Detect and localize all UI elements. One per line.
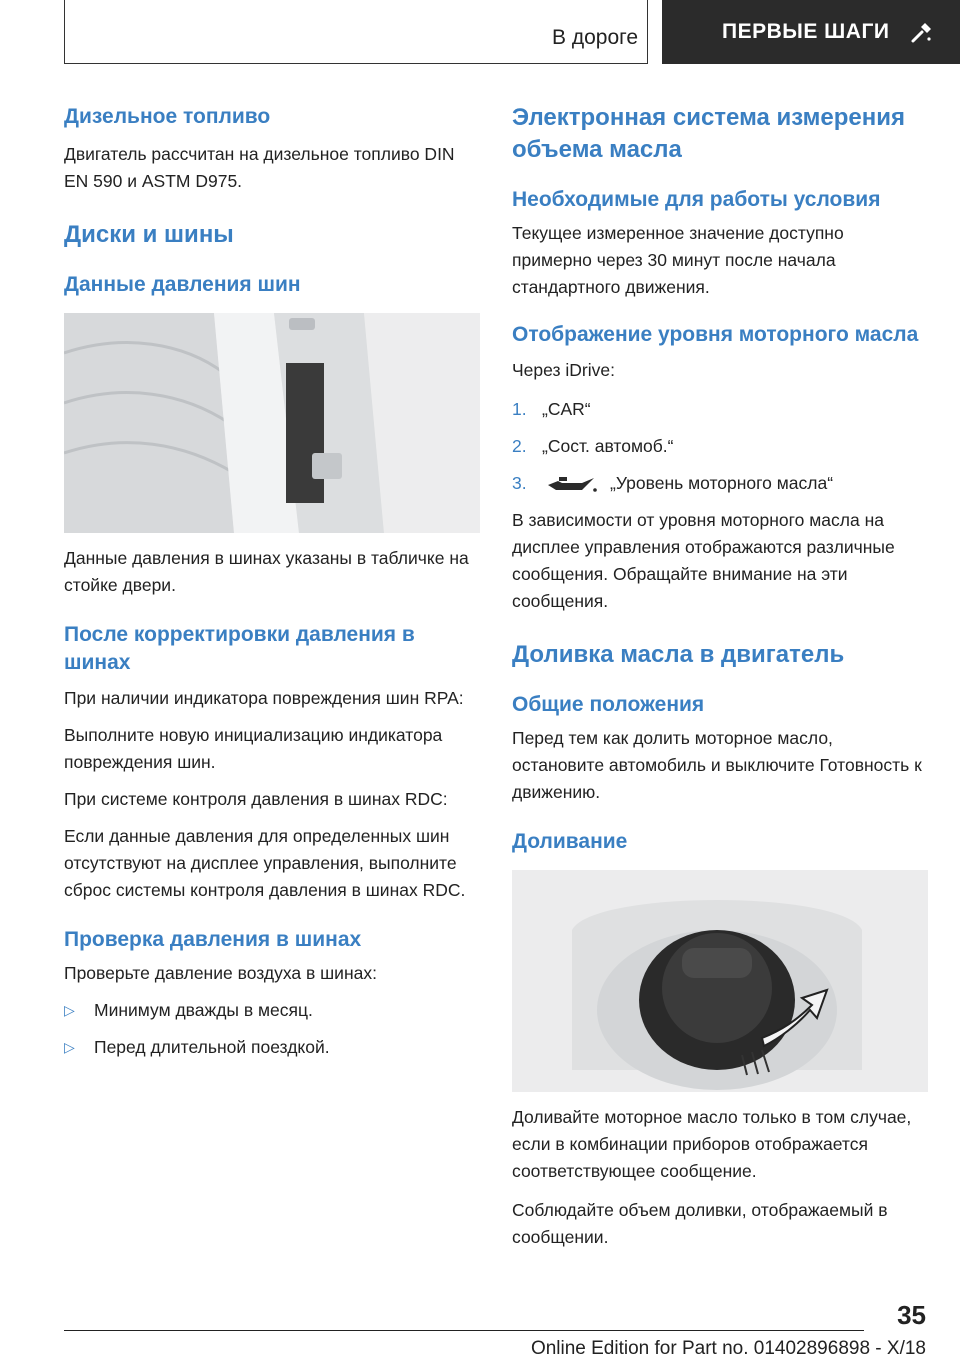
footer-edition-text: Online Edition for Part no. 01402896898 - X/18 — [530, 1338, 926, 1359]
check-pressure-heading: Проверка давления в шинах — [64, 928, 362, 951]
check-text: Проверьте давление воздуха в шинах: — [64, 963, 377, 983]
list-item — [512, 470, 928, 497]
adding-heading: Доливание — [512, 830, 628, 853]
list-item — [64, 997, 480, 1024]
right-column — [512, 100, 928, 1251]
requirements-text: Текущее измеренное значение доступно примерно через 30 минут после начала стандартного движения. — [512, 223, 844, 297]
after-text-2: Выполните новую инициализацию индикатора повреждения шин. — [64, 725, 443, 772]
step-number: 3. — [512, 473, 527, 493]
oil-can-icon — [542, 473, 598, 495]
left-column — [64, 100, 480, 1061]
step-number: 2. — [512, 436, 527, 456]
list-item — [64, 1034, 480, 1061]
wrench-icon — [909, 19, 935, 45]
step-text: „Уровень моторного масла“ — [610, 473, 834, 493]
list-item-text: Минимум дважды в месяц. — [94, 1000, 313, 1020]
pressure-heading: Данные давления шин — [64, 273, 301, 296]
oil-display-heading: Отображение уровня моторного масла — [512, 323, 919, 346]
adding-text-1: Доливайте моторное масло только в том случае, если в комбинации приборов отображается соответствующее сообщение. — [512, 1107, 912, 1181]
step-text: „Сост. автомоб.“ — [542, 436, 674, 456]
door-pillar-image — [64, 313, 480, 533]
after-text-3: При системе контроля давления в шинах RDC: — [64, 789, 448, 809]
pressure-caption: Данные давления в шинах указаны в табличке на стойке двери. — [64, 548, 469, 595]
triangle-bullet-icon: ▷ — [64, 1039, 75, 1055]
list-item-text: Перед длительной поездкой. — [94, 1037, 330, 1057]
header-section-title: В дороге — [551, 26, 638, 49]
general-text: Перед тем как долить моторное масло, остановите автомобиль и выключите Готовность к движению. — [512, 728, 922, 802]
step-text: „CAR“ — [542, 399, 591, 419]
requirements-heading: Необходимые для работы условия — [512, 188, 881, 211]
display-text: В зависимости от уровня моторного масла на дисплее управления отображаются различные сообщения. Обращайте внимание на эти сообщения. — [512, 510, 895, 611]
footer-divider — [64, 1330, 864, 1331]
after-text-4: Если данные давления для определенных шин отсутствуют на дисплее управления, выполните сброс системы контроля давления в шинах RDC. — [64, 826, 466, 900]
after-adjust-heading: После корректировки давления в шинах — [64, 623, 415, 674]
oil-topup-heading: Доливка масла в двигатель — [512, 641, 845, 668]
adding-text-2: Соблюдайте объем доливки, отображаемый в сообщении. — [512, 1200, 888, 1247]
after-text-1: При наличии индикатора повреждения шин RPA: — [64, 688, 464, 708]
oil-filler-cap-image — [512, 870, 928, 1092]
list-item — [512, 396, 928, 423]
list-item — [512, 433, 928, 460]
header-chapter-tab — [662, 0, 960, 64]
oil-system-heading: Электронная система измерения объема масла — [512, 104, 905, 163]
triangle-bullet-icon: ▷ — [64, 1002, 75, 1018]
wheels-heading: Диски и шины — [64, 221, 234, 248]
diesel-heading: Дизельное топливо — [64, 105, 271, 128]
idrive-text: Через iDrive: — [512, 360, 615, 380]
page-number: 35 — [897, 1300, 926, 1330]
general-heading: Общие положения — [512, 693, 705, 716]
diesel-text: Двигатель рассчитан на дизельное топливо DIN EN 590 и ASTM D975. — [64, 144, 455, 191]
step-number: 1. — [512, 399, 527, 419]
chapter-title: ПЕРВЫЕ ШАГИ — [722, 20, 890, 43]
